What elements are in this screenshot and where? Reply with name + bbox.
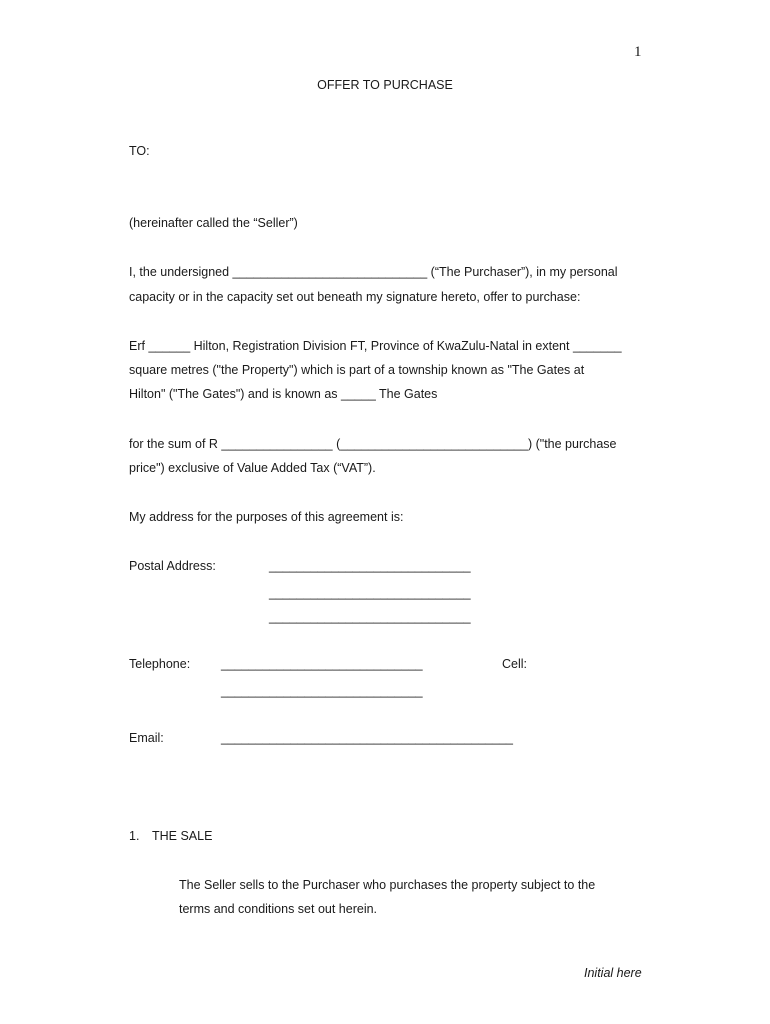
telephone-line: _____________________________ <box>221 684 423 698</box>
sale-line-1: The Seller sells to the Purchaser who purchases the property subject to the <box>179 878 596 892</box>
price-line-2: price") exclusive of Value Added Tax (“VAT”). <box>129 461 376 475</box>
email-label: Email: <box>129 731 164 745</box>
page-number: 1 <box>634 44 642 60</box>
erf-line-1: Erf ______ Hilton, Registration Division FT, Province of KwaZulu-Natal in extent _______ <box>129 339 622 353</box>
seller-note: (hereinafter called the “Seller”) <box>129 216 298 230</box>
postal-address-line: _____________________________ <box>269 586 471 600</box>
initial-here-footer: Initial here <box>584 966 642 980</box>
erf-line-2: square metres ("the Property") which is part of a township known as "The Gates at <box>129 363 585 377</box>
postal-address-line: _____________________________ <box>269 610 471 624</box>
address-intro: My address for the purposes of this agreement is: <box>129 510 404 524</box>
price-line-1: for the sum of R ________________ (___________________________) ("the purchase <box>129 437 617 451</box>
purchaser-line-2: capacity or in the capacity set out beneath my signature hereto, offer to purchase: <box>129 290 581 304</box>
section-1-title: THE SALE <box>152 829 213 843</box>
purchaser-line-1: I, the undersigned ____________________________ (“The Purchaser”), in my personal <box>129 265 618 279</box>
document-title: OFFER TO PURCHASE <box>317 78 453 92</box>
telephone-line: _____________________________ <box>221 657 423 671</box>
postal-address-line: _____________________________ <box>269 559 471 573</box>
section-1-number: 1. <box>129 829 140 843</box>
erf-line-3: Hilton" ("The Gates") and is known as _____ The Gates <box>129 387 438 401</box>
email-line: __________________________________________ <box>221 731 513 745</box>
telephone-label: Telephone: <box>129 657 191 671</box>
sale-line-2: terms and conditions set out herein. <box>179 902 378 916</box>
postal-address-label: Postal Address: <box>129 559 216 573</box>
to-label: TO: <box>129 144 150 158</box>
cell-label: Cell: <box>502 657 528 671</box>
